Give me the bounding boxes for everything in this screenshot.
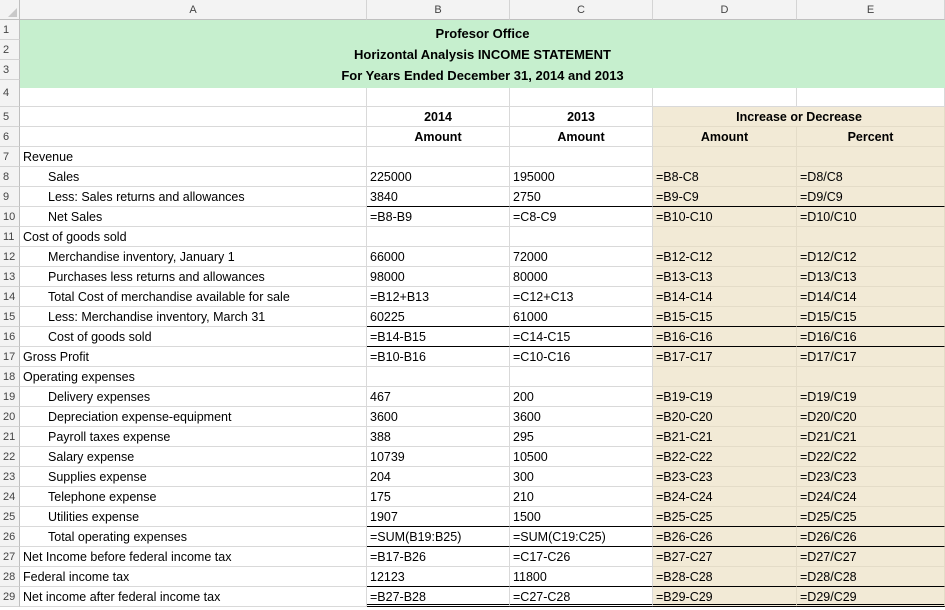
cell-e24[interactable]: =D24/C24 bbox=[797, 487, 945, 507]
cell-a11[interactable]: Cost of goods sold bbox=[20, 227, 367, 247]
cell-e23[interactable]: =D23/C23 bbox=[797, 467, 945, 487]
cell-b26[interactable]: =SUM(B19:B25) bbox=[367, 527, 510, 547]
statement-title[interactable]: Horizontal Analysis INCOME STATEMENT bbox=[354, 47, 611, 62]
cell-b19[interactable]: 467 bbox=[367, 387, 510, 407]
cell-c15[interactable]: 61000 bbox=[510, 307, 653, 327]
header-year-2014[interactable]: 2014 bbox=[367, 107, 510, 127]
cell-c10[interactable]: =C8-C9 bbox=[510, 207, 653, 227]
cell-a29[interactable]: Net income after federal income tax bbox=[20, 587, 367, 607]
cell-e21[interactable]: =D21/C21 bbox=[797, 427, 945, 447]
cell-e11[interactable] bbox=[797, 227, 945, 247]
row-header[interactable]: 5 bbox=[0, 107, 20, 127]
cell-c9[interactable]: 2750 bbox=[510, 187, 653, 207]
cell-e25[interactable]: =D25/C25 bbox=[797, 507, 945, 527]
row-header[interactable]: 1 bbox=[0, 20, 20, 40]
cell-d16[interactable]: =B16-C16 bbox=[653, 327, 797, 347]
cell-b21[interactable]: 388 bbox=[367, 427, 510, 447]
cell-e12[interactable]: =D12/C12 bbox=[797, 247, 945, 267]
row-header[interactable]: 27 bbox=[0, 547, 20, 567]
row-header[interactable]: 9 bbox=[0, 187, 20, 207]
row-header[interactable]: 21 bbox=[0, 427, 20, 447]
cell-c16[interactable]: =C14-C15 bbox=[510, 327, 653, 347]
cell-b15[interactable]: 60225 bbox=[367, 307, 510, 327]
cell-a9[interactable]: Less: Sales returns and allowances bbox=[20, 187, 367, 207]
row-header[interactable]: 24 bbox=[0, 487, 20, 507]
cell-a20[interactable]: Depreciation expense-equipment bbox=[20, 407, 367, 427]
cell-a15[interactable]: Less: Merchandise inventory, March 31 bbox=[20, 307, 367, 327]
cell-d23[interactable]: =B23-C23 bbox=[653, 467, 797, 487]
cell-b10[interactable]: =B8-B9 bbox=[367, 207, 510, 227]
cell-c7[interactable] bbox=[510, 147, 653, 167]
cell-b11[interactable] bbox=[367, 227, 510, 247]
cell-e14[interactable]: =D14/C14 bbox=[797, 287, 945, 307]
cell-c14[interactable]: =C12+C13 bbox=[510, 287, 653, 307]
cell-d27[interactable]: =B27-C27 bbox=[653, 547, 797, 567]
cell-c19[interactable]: 200 bbox=[510, 387, 653, 407]
cell-a19[interactable]: Delivery expenses bbox=[20, 387, 367, 407]
cell-b22[interactable]: 10739 bbox=[367, 447, 510, 467]
cell-a14[interactable]: Total Cost of merchandise available for sale bbox=[20, 287, 367, 307]
company-title[interactable]: Profesor Office bbox=[435, 26, 530, 41]
cell-c13[interactable]: 80000 bbox=[510, 267, 653, 287]
cell-c26[interactable]: =SUM(C19:C25) bbox=[510, 527, 653, 547]
cell-e15[interactable]: =D15/C15 bbox=[797, 307, 945, 327]
row-header[interactable]: 22 bbox=[0, 447, 20, 467]
cell-a26[interactable]: Total operating expenses bbox=[20, 527, 367, 547]
cell-e22[interactable]: =D22/C22 bbox=[797, 447, 945, 467]
cell[interactable] bbox=[20, 127, 367, 147]
cell-a8[interactable]: Sales bbox=[20, 167, 367, 187]
cell-a25[interactable]: Utilities expense bbox=[20, 507, 367, 527]
cell-b18[interactable] bbox=[367, 367, 510, 387]
header-amount-2013[interactable]: Amount bbox=[510, 127, 653, 147]
cell-a23[interactable]: Supplies expense bbox=[20, 467, 367, 487]
row-header[interactable]: 18 bbox=[0, 367, 20, 387]
cell-d29[interactable]: =B29-C29 bbox=[653, 587, 797, 607]
cell-d25[interactable]: =B25-C25 bbox=[653, 507, 797, 527]
cell-c25[interactable]: 1500 bbox=[510, 507, 653, 527]
cell-a21[interactable]: Payroll taxes expense bbox=[20, 427, 367, 447]
cell-b23[interactable]: 204 bbox=[367, 467, 510, 487]
cell-b8[interactable]: 225000 bbox=[367, 167, 510, 187]
row-header[interactable]: 8 bbox=[0, 167, 20, 187]
cell-d17[interactable]: =B17-C17 bbox=[653, 347, 797, 367]
cell-d19[interactable]: =B19-C19 bbox=[653, 387, 797, 407]
row-header[interactable]: 11 bbox=[0, 227, 20, 247]
cell-e19[interactable]: =D19/C19 bbox=[797, 387, 945, 407]
cell-d18[interactable] bbox=[653, 367, 797, 387]
cell-c12[interactable]: 72000 bbox=[510, 247, 653, 267]
column-header-a[interactable]: A bbox=[20, 0, 367, 20]
row-header[interactable]: 15 bbox=[0, 307, 20, 327]
cell-d14[interactable]: =B14-C14 bbox=[653, 287, 797, 307]
row-header[interactable]: 25 bbox=[0, 507, 20, 527]
cell-e10[interactable]: =D10/C10 bbox=[797, 207, 945, 227]
cell-c27[interactable]: =C17-C26 bbox=[510, 547, 653, 567]
cell-b7[interactable] bbox=[367, 147, 510, 167]
row-header[interactable]: 3 bbox=[0, 60, 20, 80]
cell-a18[interactable]: Operating expenses bbox=[20, 367, 367, 387]
cell-a12[interactable]: Merchandise inventory, January 1 bbox=[20, 247, 367, 267]
cell[interactable] bbox=[797, 88, 945, 107]
column-header-e[interactable]: E bbox=[797, 0, 945, 20]
cell-a22[interactable]: Salary expense bbox=[20, 447, 367, 467]
row-header[interactable]: 16 bbox=[0, 327, 20, 347]
row-header[interactable]: 29 bbox=[0, 587, 20, 607]
cell-c29[interactable]: =C27-C28 bbox=[510, 587, 653, 607]
cell[interactable] bbox=[20, 88, 367, 107]
cell-d20[interactable]: =B20-C20 bbox=[653, 407, 797, 427]
row-header[interactable]: 6 bbox=[0, 127, 20, 147]
cell[interactable] bbox=[653, 88, 797, 107]
cell-c22[interactable]: 10500 bbox=[510, 447, 653, 467]
cell-a16[interactable]: Cost of goods sold bbox=[20, 327, 367, 347]
cell-c23[interactable]: 300 bbox=[510, 467, 653, 487]
cell-d9[interactable]: =B9-C9 bbox=[653, 187, 797, 207]
row-header[interactable]: 26 bbox=[0, 527, 20, 547]
cell[interactable] bbox=[510, 88, 653, 107]
cell-d13[interactable]: =B13-C13 bbox=[653, 267, 797, 287]
row-header[interactable]: 7 bbox=[0, 147, 20, 167]
row-header[interactable]: 19 bbox=[0, 387, 20, 407]
row-header[interactable]: 14 bbox=[0, 287, 20, 307]
cell-d24[interactable]: =B24-C24 bbox=[653, 487, 797, 507]
row-header[interactable]: 17 bbox=[0, 347, 20, 367]
period-title[interactable]: For Years Ended December 31, 2014 and 2013 bbox=[341, 68, 624, 83]
cell-b12[interactable]: 66000 bbox=[367, 247, 510, 267]
cell-a27[interactable]: Net Income before federal income tax bbox=[20, 547, 367, 567]
row-header[interactable]: 23 bbox=[0, 467, 20, 487]
cell-e27[interactable]: =D27/C27 bbox=[797, 547, 945, 567]
row-header[interactable]: 28 bbox=[0, 567, 20, 587]
cell-c20[interactable]: 3600 bbox=[510, 407, 653, 427]
cell-e20[interactable]: =D20/C20 bbox=[797, 407, 945, 427]
cell-e8[interactable]: =D8/C8 bbox=[797, 167, 945, 187]
row-header[interactable]: 2 bbox=[0, 40, 20, 60]
cell-e17[interactable]: =D17/C17 bbox=[797, 347, 945, 367]
row-header[interactable]: 10 bbox=[0, 207, 20, 227]
row-header[interactable]: 20 bbox=[0, 407, 20, 427]
cell-d8[interactable]: =B8-C8 bbox=[653, 167, 797, 187]
cell-d26[interactable]: =B26-C26 bbox=[653, 527, 797, 547]
cell-e7[interactable] bbox=[797, 147, 945, 167]
cell[interactable] bbox=[367, 88, 510, 107]
cell-d28[interactable]: =B28-C28 bbox=[653, 567, 797, 587]
cell-d11[interactable] bbox=[653, 227, 797, 247]
cell-a10[interactable]: Net Sales bbox=[20, 207, 367, 227]
cell-d12[interactable]: =B12-C12 bbox=[653, 247, 797, 267]
cell-d22[interactable]: =B22-C22 bbox=[653, 447, 797, 467]
cell-b9[interactable]: 3840 bbox=[367, 187, 510, 207]
cell-d10[interactable]: =B10-C10 bbox=[653, 207, 797, 227]
cell-e13[interactable]: =D13/C13 bbox=[797, 267, 945, 287]
cell-a17[interactable]: Gross Profit bbox=[20, 347, 367, 367]
cell[interactable] bbox=[20, 107, 367, 127]
cell-c8[interactable]: 195000 bbox=[510, 167, 653, 187]
column-header-c[interactable]: C bbox=[510, 0, 653, 20]
cell-c17[interactable]: =C10-C16 bbox=[510, 347, 653, 367]
cell-b24[interactable]: 175 bbox=[367, 487, 510, 507]
cell-a24[interactable]: Telephone expense bbox=[20, 487, 367, 507]
cell-c21[interactable]: 295 bbox=[510, 427, 653, 447]
cell-e28[interactable]: =D28/C28 bbox=[797, 567, 945, 587]
cell-d15[interactable]: =B15-C15 bbox=[653, 307, 797, 327]
cell-b28[interactable]: 12123 bbox=[367, 567, 510, 587]
cell-c24[interactable]: 210 bbox=[510, 487, 653, 507]
cell-d7[interactable] bbox=[653, 147, 797, 167]
cell-b27[interactable]: =B17-B26 bbox=[367, 547, 510, 567]
header-change-percent[interactable]: Percent bbox=[797, 127, 945, 147]
row-header[interactable]: 13 bbox=[0, 267, 20, 287]
column-header-b[interactable]: B bbox=[367, 0, 510, 20]
cell-a13[interactable]: Purchases less returns and allowances bbox=[20, 267, 367, 287]
cell-e26[interactable]: =D26/C26 bbox=[797, 527, 945, 547]
row-header[interactable]: 4 bbox=[0, 80, 20, 107]
header-year-2013[interactable]: 2013 bbox=[510, 107, 653, 127]
cell-b20[interactable]: 3600 bbox=[367, 407, 510, 427]
cell-e9[interactable]: =D9/C9 bbox=[797, 187, 945, 207]
cell-a28[interactable]: Federal income tax bbox=[20, 567, 367, 587]
cell-e18[interactable] bbox=[797, 367, 945, 387]
cell-c11[interactable] bbox=[510, 227, 653, 247]
header-change-amount[interactable]: Amount bbox=[653, 127, 797, 147]
cell-e16[interactable]: =D16/C16 bbox=[797, 327, 945, 347]
cell-b13[interactable]: 98000 bbox=[367, 267, 510, 287]
cell-c18[interactable] bbox=[510, 367, 653, 387]
cell-b25[interactable]: 1907 bbox=[367, 507, 510, 527]
cell-a7[interactable]: Revenue bbox=[20, 147, 367, 167]
cell-b29[interactable]: =B27-B28 bbox=[367, 587, 510, 607]
cell-c28[interactable]: 11800 bbox=[510, 567, 653, 587]
select-all-corner[interactable] bbox=[0, 0, 20, 20]
header-amount-2014[interactable]: Amount bbox=[367, 127, 510, 147]
column-header-d[interactable]: D bbox=[653, 0, 797, 20]
cell-b16[interactable]: =B14-B15 bbox=[367, 327, 510, 347]
cell-b17[interactable]: =B10-B16 bbox=[367, 347, 510, 367]
row-header[interactable]: 12 bbox=[0, 247, 20, 267]
header-increase-decrease[interactable]: Increase or Decrease bbox=[736, 110, 862, 124]
cell-e29[interactable]: =D29/C29 bbox=[797, 587, 945, 607]
cell-d21[interactable]: =B21-C21 bbox=[653, 427, 797, 447]
cell-b14[interactable]: =B12+B13 bbox=[367, 287, 510, 307]
